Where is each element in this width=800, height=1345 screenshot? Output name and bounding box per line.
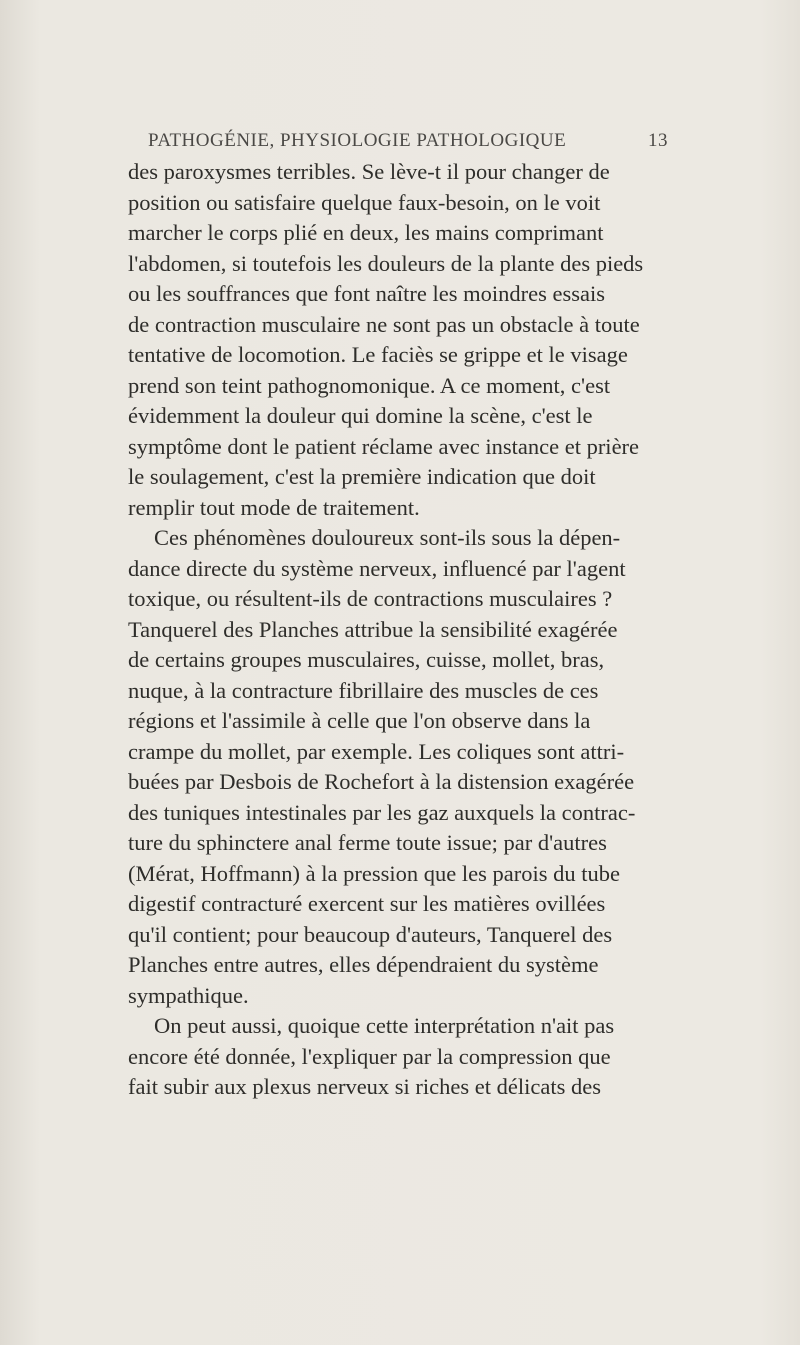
text-line: Ces phénomènes douloureux sont-ils sous la dépen- — [154, 525, 621, 550]
text-line: position ou satisfaire quelque faux-besoin, on le voit — [128, 189, 601, 215]
text-line: nuque, à la contracture fibrillaire des muscles de ces — [128, 677, 599, 703]
text-line: tentative de locomotion. Le faciès se grippe et le visage — [128, 342, 628, 367]
running-title: PATHOGÉNIE, PHYSIOLOGIE PATHOLOGIQUE — [148, 130, 567, 151]
text-line: (Mérat, Hoffmann) à la pression que les parois du tube — [128, 860, 620, 886]
text-line: des tuniques intestinales par les gaz auxquels la contrac- — [128, 799, 636, 825]
text-line: ou les souffrances que font naître les moindres essais — [128, 281, 605, 306]
text-line: évidemment la douleur qui domine la scène, c'est le — [128, 403, 593, 428]
text-line: régions et l'assimile à celle que l'on observe dans la — [128, 708, 591, 733]
text-line: ture du sphinctere anal ferme toute issue; par d'autres — [128, 830, 607, 855]
text-line: marcher le corps plié en deux, les mains comprimant — [128, 220, 604, 245]
running-head — [148, 130, 748, 160]
text-line: Tanquerel des Planches attribue la sensibilité exagérée — [128, 616, 618, 642]
text-line: de contraction musculaire ne sont pas un obstacle à toute — [128, 311, 640, 337]
text-line: toxique, ou résultent-ils de contractions musculaires ? — [128, 586, 613, 611]
text-line: sympathique. — [128, 982, 249, 1008]
text-line: dance directe du système nerveux, influencé par l'agent — [128, 555, 626, 581]
text-line: encore été donnée, l'expliquer par la compression que — [128, 1043, 611, 1069]
text-line: fait subir aux plexus nerveux si riches et délicats des — [128, 1074, 601, 1099]
text-line: Planches entre autres, elles dépendraient du système — [128, 952, 599, 977]
text-line: qu'il contient; pour beaucoup d'auteurs, Tanquerel des — [128, 921, 613, 947]
text-line: de certains groupes musculaires, cuisse, mollet, bras, — [128, 647, 605, 672]
text-line: buées par Desbois de Rochefort à la distension exagérée — [128, 769, 635, 794]
text-line: des paroxysmes terribles. Se lève-t il pour changer de — [128, 159, 610, 184]
text-line: crampe du mollet, par exemple. Les coliques sont attri- — [128, 738, 625, 764]
text-line: remplir tout mode de traitement. — [128, 494, 420, 520]
text-line: le soulagement, c'est la première indication que doit — [128, 464, 596, 489]
text-line: symptôme dont le patient réclame avec instance et prière — [128, 433, 640, 459]
text-line: digestif contracturé exercent sur les matières ovillées — [128, 891, 606, 916]
text-line: prend son teint pathognomonique. A ce moment, c'est — [128, 372, 611, 398]
text-line: On peut aussi, quoique cette interprétation n'ait pas — [154, 1013, 615, 1038]
page-number: 13 — [648, 130, 668, 151]
text-line: l'abdomen, si toutefois les douleurs de la plante des pieds — [128, 250, 644, 276]
